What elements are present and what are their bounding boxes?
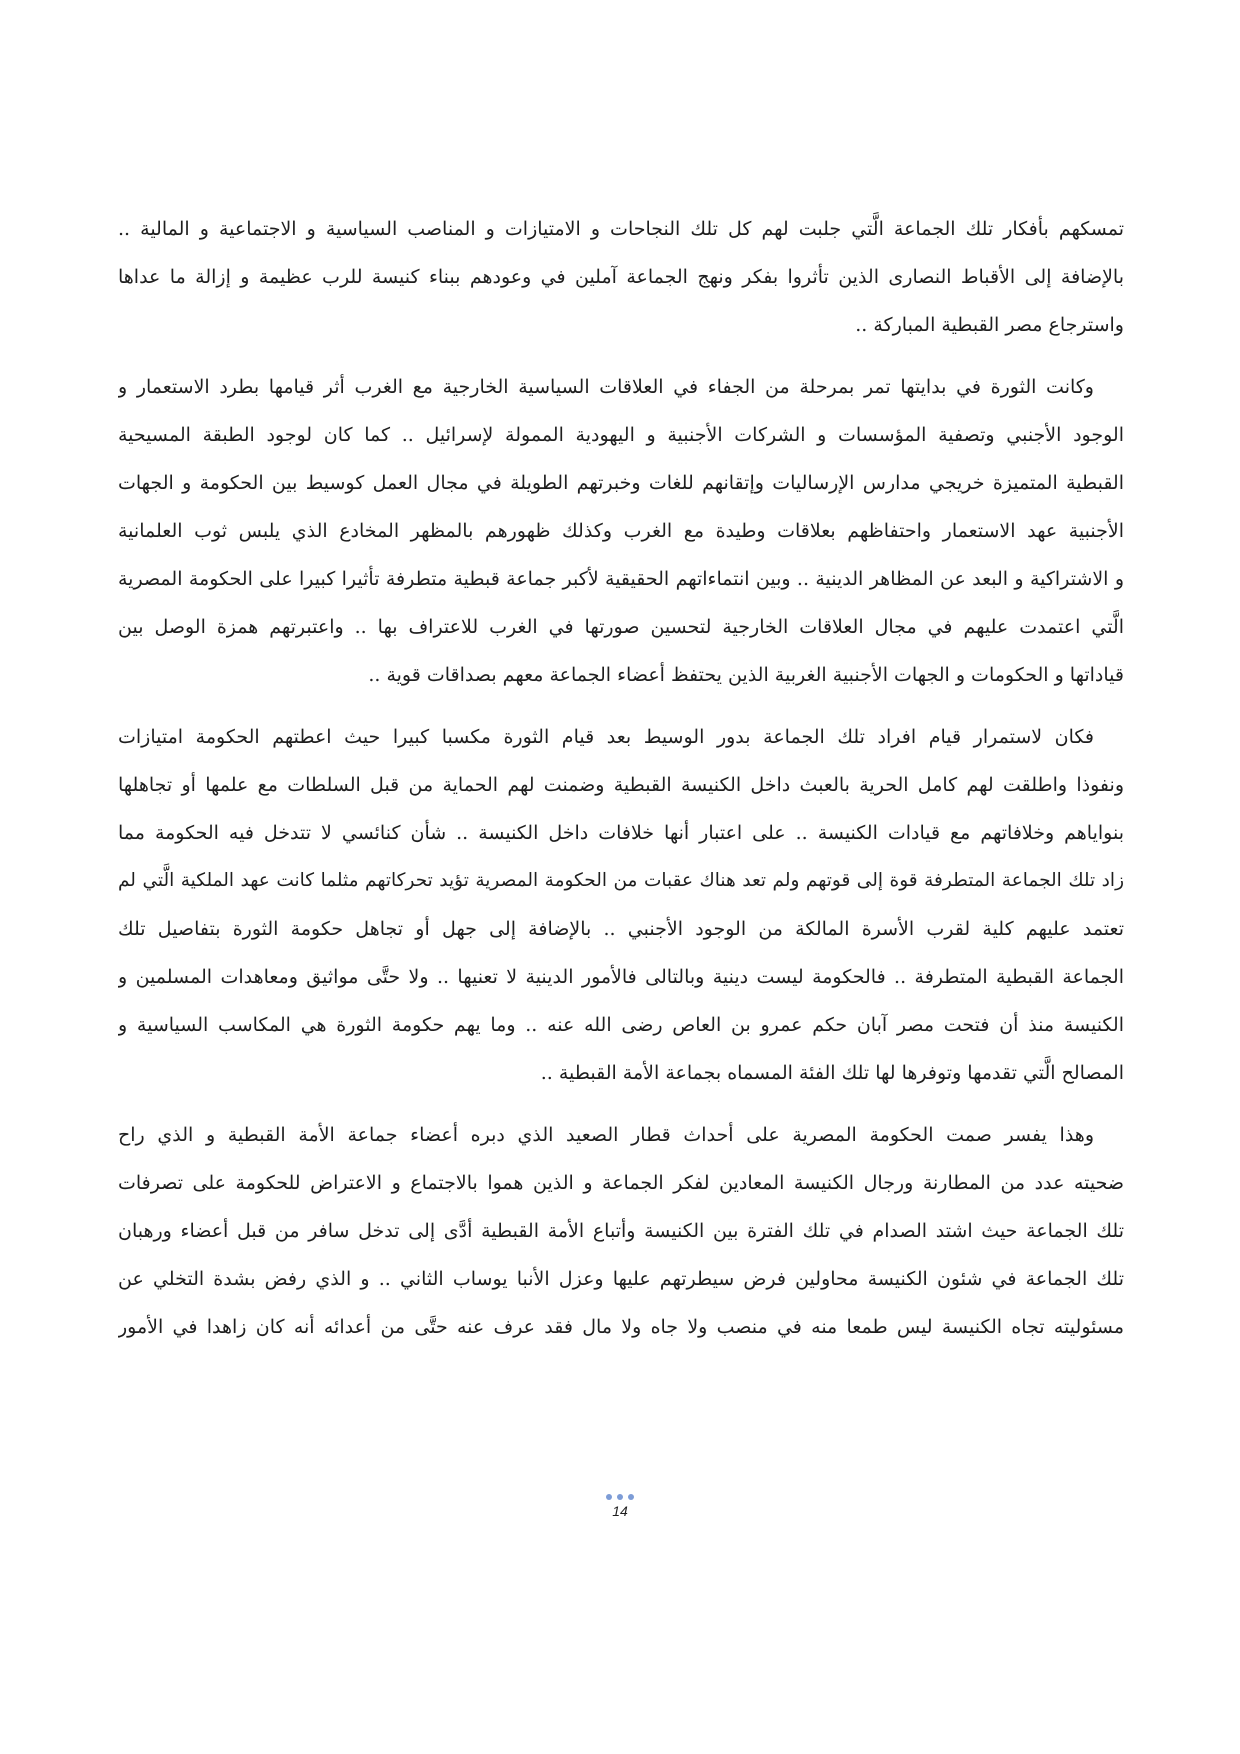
text-line: القبطية المتميزة خريجي مدارس الإرساليات وإتقانهم للغات وخبرتهم الطويلة في مجال العمل كوسيط بين الحكومة و الجهات [118, 472, 1124, 494]
text-line: الأجنبية عهد الاستعمار واحتفاظهم بعلاقات وطيدة مع الغرب وكذلك ظهورهم بالمظهر المخادع الذي يلبس ثوب العلمانية [118, 520, 1124, 542]
text-line: مسئوليته تجاه الكنيسة ليس طمعا منه في منصب ولا جاه ولا مال فقد عرف عنه حتَّى من أعدائه أنه كان زاهدا في الأمور [118, 1316, 1124, 1338]
page-footer [0, 1494, 1240, 1520]
page-ornament-dots [0, 1494, 1240, 1500]
paragraph-3 [118, 713, 1124, 1097]
text-line: المصالح الَّتي تقدمها وتوفرها لها تلك الفئة المسماه بجماعة الأمة القبطية .. [540, 1062, 1124, 1084]
page-number: 14 [612, 1503, 628, 1519]
text-line: تلك الجماعة حيث اشتد الصدام في تلك الفترة بين الكنيسة وأتباع الأمة القبطية أدَّى إلى تدخل سافر من قبل أعضاء ورهبان [118, 1220, 1124, 1242]
body-text [118, 205, 1124, 1351]
text-line: ضحيته عدد من المطارنة ورجال الكنيسة المعادين لفكر الجماعة و الذين هموا بالاجتماع و الاعتراض للحكومة على تصرفات [118, 1172, 1124, 1194]
text-line: تمسكهم بأفكار تلك الجماعة الَّتي جلبت لهم كل تلك النجاحات و الامتيازات و المناصب السياسية و الاجتماعية و المالية .. [118, 218, 1124, 240]
paragraph-1 [118, 205, 1124, 349]
dot-ornament [628, 1494, 634, 1500]
text-line: تعتمد عليهم كلية لقرب الأسرة المالكة من الوجود الأجنبي .. بالإضافة إلى جهل أو تجاهل حكومة الثورة بتفاصيل تلك [118, 918, 1124, 940]
text-line: فكان لاستمرار قيام افراد تلك الجماعة بدور الوسيط بعد قيام الثورة مكسبا كبيرا حيث اعطتهم الحكومة امتيازات [118, 726, 1094, 748]
text-line: زاد تلك الجماعة المتطرفة قوة إلى قوتهم ولم تعد هناك عقبات من الحكومة المصرية تؤيد تحركاتهم مثلما كانت عهد الملكية الَّتي لم [118, 870, 1124, 891]
text-line: قياداتها و الحكومات و الجهات الأجنبية الغربية الذين يحتفظ أعضاء الجماعة معهم بصداقات قوية .. [368, 664, 1124, 686]
dot-ornament [606, 1494, 612, 1500]
text-line: تلك الجماعة في شئون الكنيسة محاولين فرض سيطرتهم عليها وعزل الأنبا يوساب الثاني .. و الذي رفض بشدة التخلي عن [118, 1268, 1124, 1290]
text-line: وكانت الثورة في بدايتها تمر بمرحلة من الجفاء في العلاقات السياسية الخارجية مع الغرب أثر قيامها بطرد الاستعمار و [118, 376, 1094, 398]
paragraph-4 [118, 1111, 1124, 1351]
text-line: الوجود الأجنبي وتصفية المؤسسات و الشركات الأجنبية و اليهودية الممولة لإسرائيل .. كما كان لوجود الطبقة المسيحية [118, 424, 1124, 446]
text-line: الَّتي اعتمدت عليهم في مجال العلاقات الخارجية لتحسين صورتها في الغرب للاعتراف بها .. واعتبرتهم همزة الوصل بين [118, 616, 1124, 638]
text-line: بالإضافة إلى الأقباط النصارى الذين تأثروا بفكر ونهج الجماعة آملين في وعودهم ببناء كنيسة للرب عظيمة و إزالة ما عداها [118, 266, 1124, 288]
text-line: واسترجاع مصر القبطية المباركة .. [855, 314, 1124, 336]
paragraph-2 [118, 363, 1124, 699]
text-line: وهذا يفسر صمت الحكومة المصرية على أحداث قطار الصعيد الذي دبره أعضاء جماعة الأمة القبطية و الذي راح [118, 1124, 1094, 1146]
text-line: و الاشتراكية و البعد عن المظاهر الدينية .. وبين انتماءاتهم الحقيقية لأكبر جماعة قبطية متطرفة تأثيرا كبيرا على الحكومة المصرية [118, 568, 1124, 590]
dot-ornament [617, 1494, 623, 1500]
text-line: بنواياهم وخلافاتهم مع قيادات الكنيسة .. على اعتبار أنها خلافات داخل الكنيسة .. شأن كنائسي لا تتدخل فيه الحكومة مما [118, 822, 1124, 844]
text-line: ونفوذا واطلقت لهم كامل الحرية بالعبث داخل الكنيسة القبطية وضمنت لهم الحماية من قبل السلطات مع علمها أو تجاهلها [118, 774, 1124, 796]
text-line: الجماعة القبطية المتطرفة .. فالحكومة ليست دينية وبالتالى فالأمور الدينية لا تعنيها .. ولا حتَّى مواثيق ومعاهدات المسلمين و [118, 966, 1124, 988]
text-line: الكنيسة منذ أن فتحت مصر آبان حكم عمرو بن العاص رضى الله عنه .. وما يهم حكومة الثورة هي المكاسب السياسية و [118, 1014, 1124, 1036]
